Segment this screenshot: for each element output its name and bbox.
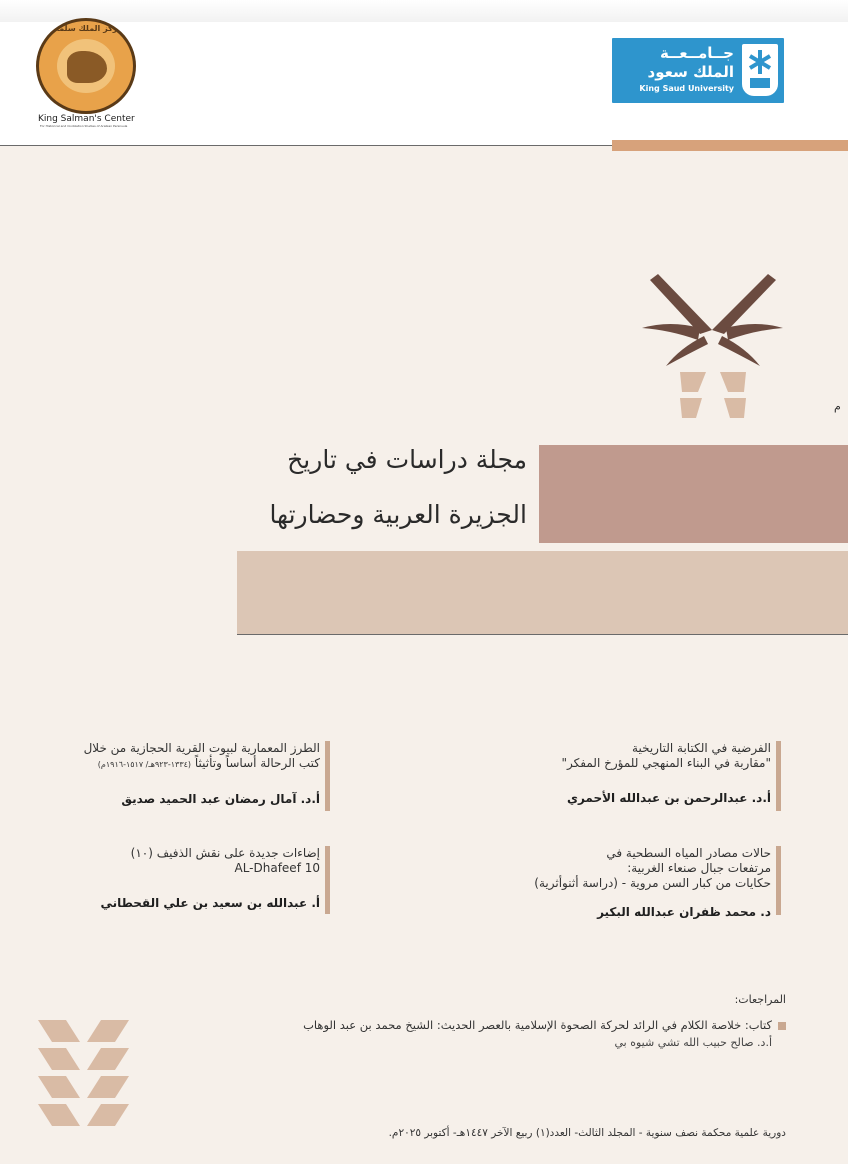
references-heading: المراجعات: bbox=[734, 993, 786, 1006]
reference-book-title: كتاب: خلاصة الكلام في الرائد لحركة الصحوة الإسلامية بالعصر الحديث: الشيخ محمد بن عبد الوهاب bbox=[303, 1018, 772, 1032]
title-band bbox=[539, 445, 848, 543]
top-strip bbox=[0, 0, 848, 22]
article-author: أ.د. آمال رمضان عبد الحميد صديق bbox=[121, 792, 320, 806]
article-title-line: "مقاربة في البناء المنهجي للمؤرخ المفكر" bbox=[561, 756, 771, 770]
article-title-text: كتب الرحالة أساساً وتأثيثاً bbox=[194, 756, 320, 770]
reference-book bbox=[300, 1018, 786, 1032]
article-title-line: حالات مصادر المياه السطحية في bbox=[606, 846, 771, 860]
references-section bbox=[300, 993, 786, 1049]
arabian-peninsula-map-icon bbox=[67, 51, 107, 83]
article-title-line: AL-Dhafeef 10 bbox=[234, 861, 320, 875]
journal-title-line2: الجزيرة العربية وحضارتها bbox=[269, 500, 527, 529]
article-right-1 bbox=[440, 741, 771, 805]
ksc-english-subtitle: For Historical and Civilization Studies of Arabian Peninsula bbox=[40, 124, 128, 128]
cropped-text-fragment: م bbox=[834, 400, 841, 413]
reference-reviewer: أ.د. صالح حبيب الله تشي شيوه بي bbox=[614, 1036, 772, 1049]
article-left-2 bbox=[30, 846, 320, 910]
article-author: د. محمد ظفران عبدالله البكير bbox=[597, 905, 771, 919]
article-accent-bar bbox=[776, 846, 781, 915]
article-author: أ.د. عبدالرحمن بن عبدالله الأحمري bbox=[566, 791, 771, 805]
journal-title-line1: مجلة دراسات في تاريخ bbox=[287, 445, 527, 474]
article-accent-bar bbox=[325, 846, 330, 914]
article-author: أ. عبدالله بن سعيد بن علي القحطاني bbox=[100, 896, 320, 910]
article-title-line: الطرز المعمارية لبيوت القرية الحجازية من خلال bbox=[83, 741, 320, 755]
bullet-square-icon bbox=[778, 1022, 786, 1030]
article-accent-bar bbox=[776, 741, 781, 811]
chevron-pattern-decoration bbox=[36, 1018, 131, 1130]
article-left-1 bbox=[30, 741, 320, 806]
article-accent-bar bbox=[325, 741, 330, 811]
subtitle-divider bbox=[237, 634, 848, 635]
article-title-line bbox=[30, 756, 320, 772]
header-divider bbox=[0, 145, 612, 146]
ksu-arabic-line1: جــامــعــة bbox=[659, 44, 734, 62]
article-right-2 bbox=[440, 846, 771, 919]
ksu-english-name: King Saud University bbox=[639, 84, 734, 93]
palm-swords-emblem-icon bbox=[640, 268, 785, 423]
ksu-logo bbox=[612, 38, 784, 103]
article-title-line: حكايات من كبار السن مروية - (دراسة أثنوأثرية) bbox=[534, 876, 771, 890]
ksu-crest-icon bbox=[742, 44, 778, 96]
ksu-arabic-line2: الملك سعود bbox=[647, 63, 734, 81]
article-title-line: إضاءات جديدة على نقش الذفيف (١٠) bbox=[130, 846, 320, 860]
ksc-logo bbox=[36, 18, 136, 114]
article-title-line: الفرضية في الكتابة التاريخية bbox=[632, 741, 771, 755]
issue-info-footer: دورية علمية محكمة نصف سنوية - المجلد الثالث- العدد(١) ربيع الآخر ١٤٤٧هـ- أكتوبر ٢٠٢٥م. bbox=[388, 1127, 786, 1139]
ksc-english-name: King Salman's Center bbox=[38, 114, 135, 124]
header-accent-bar bbox=[612, 140, 848, 151]
article-dates: (١٣٣٤-٩٢٣هـ/ ١٥١٧-١٩١٦م) bbox=[97, 760, 192, 769]
subtitle-band bbox=[237, 551, 848, 634]
ksc-arabic-ring: مركز الملك سلمان bbox=[49, 24, 123, 33]
article-title-line: مرتفعات جبال صنعاء الغربية: bbox=[627, 861, 771, 875]
